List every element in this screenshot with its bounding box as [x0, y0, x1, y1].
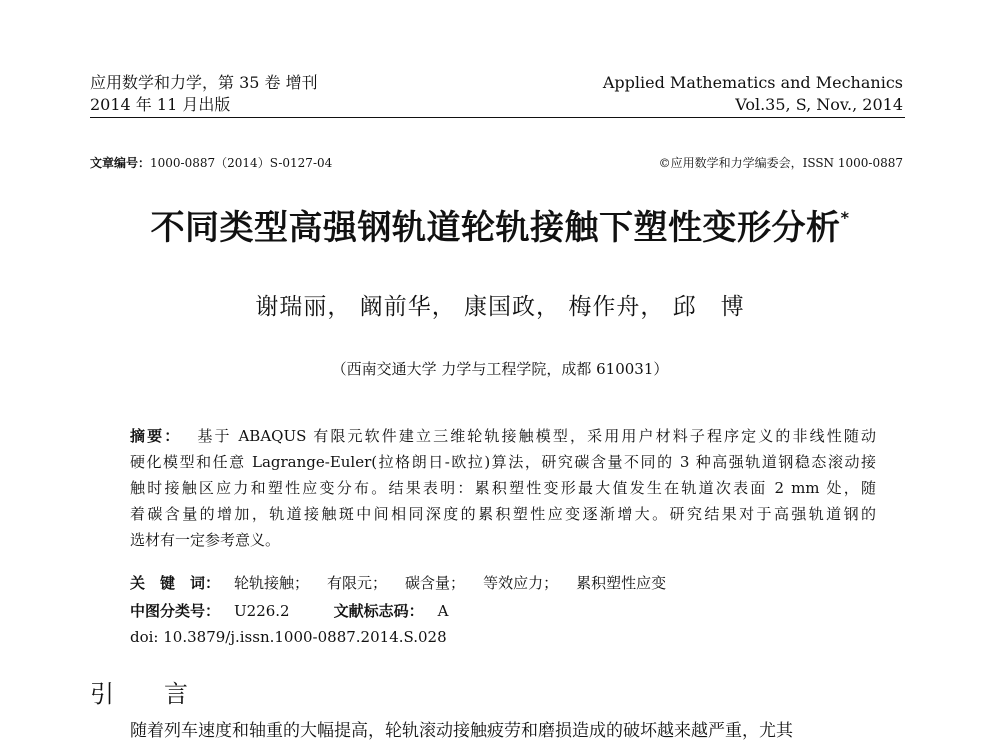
abstract-line	[130, 423, 876, 449]
author: 阚前华，	[359, 294, 456, 320]
keyword: 碳含量；	[405, 574, 466, 592]
issue-date-cn: 2014 年 11 月出版	[90, 95, 231, 114]
journal-name-cn: 应用数学和力学，第 35 卷 增刊	[90, 73, 318, 92]
doc-code-value: A	[437, 602, 449, 620]
keyword: 轮轨接触；	[234, 574, 310, 592]
author: 谢瑞丽，	[255, 294, 352, 320]
section-heading-introduction	[90, 674, 188, 709]
author-list	[0, 288, 1000, 321]
abstract-line: 硬化模型和任意 Lagrange-Euler(拉格朗日-欧拉)算法，研究碳含量不同的 3 种高强轨道钢稳态滚动接	[130, 453, 876, 471]
paper-title-text: 不同类型高强钢轨道轮轨接触下塑性变形分析	[150, 208, 841, 248]
article-number	[90, 154, 332, 171]
abstract-label: 摘要：	[130, 427, 182, 445]
clc-label: 中图分类号：	[130, 602, 221, 620]
classification	[130, 600, 448, 621]
section-heading-char: 言	[164, 680, 188, 708]
abstract-line: 选材有一定参考意义。	[130, 531, 281, 549]
article-number-value: 1000-0887（2014）S-0127-04	[150, 156, 333, 170]
abstract	[130, 423, 876, 553]
author: 邱 博	[672, 294, 745, 320]
body-paragraph: 随着列车速度和轴重的大幅提高，轮轨滚动接触疲劳和磨损造成的破坏越来越严重，尤其	[130, 721, 793, 741]
keywords	[130, 572, 684, 593]
keyword: 累积塑性应变	[576, 574, 667, 592]
author: 梅作舟，	[568, 294, 665, 320]
abstract-line: 着碳含量的增加，轨道接触斑中间相同深度的累积塑性应变逐渐增大。研究结果对于高强轨道钢的	[130, 505, 876, 523]
section-heading-char: 引	[90, 680, 114, 708]
article-number-label: 文章编号：	[90, 156, 151, 170]
journal-name-en: Applied Mathematics and Mechanics	[602, 73, 903, 92]
abstract-line: 触时接触区应力和塑性应变分布。结果表明：累积塑性变形最大值发生在轨道次表面 2 mm 处，随	[130, 479, 876, 497]
title-footnote-mark: *	[840, 208, 850, 227]
keywords-label: 关 键 词：	[130, 574, 221, 592]
doi: doi: 10.3879/j.issn.1000-0887.2014.S.028	[130, 628, 447, 646]
clc-value: U226.2	[234, 602, 290, 620]
copyright-notice: ©应用数学和力学编委会，ISSN 1000-0887	[658, 156, 903, 170]
volume-info-en: Vol.35, S, Nov., 2014	[735, 95, 903, 114]
doc-code-label: 文献标志码：	[333, 602, 424, 620]
author: 康国政，	[464, 294, 560, 320]
affiliation: （西南交通大学 力学与工程学院，成都 610031）	[331, 360, 669, 378]
paper-title	[0, 200, 1000, 249]
keyword: 等效应力；	[483, 574, 559, 592]
header-rule	[90, 117, 905, 118]
keyword: 有限元；	[327, 574, 388, 592]
abstract-line-text: 基于 ABAQUS 有限元软件建立三维轮轨接触模型，采用用户材料子程序定义的非线性随动	[197, 427, 876, 445]
